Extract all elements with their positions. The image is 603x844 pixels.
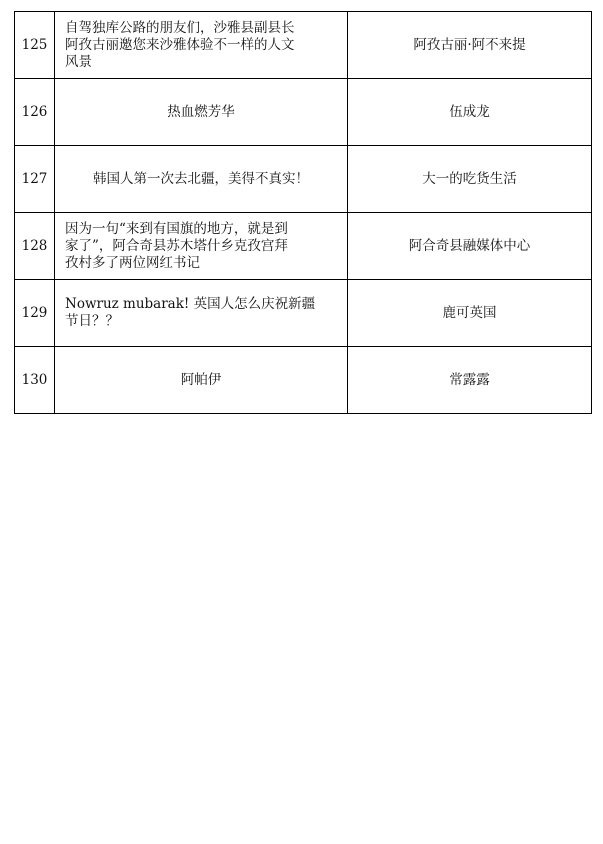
row-number: 125 <box>15 12 55 79</box>
title-line: 孜村多了两位网红书记 <box>65 254 200 271</box>
table-row <box>15 146 592 213</box>
title-line: 因为一句“来到有国旗的地方，就是到 <box>65 220 288 237</box>
title-line: 风景 <box>65 53 92 70</box>
title-line: 韩国人第一次去北疆，美得不真实！ <box>93 170 309 187</box>
author-name: 伍成龙 <box>348 79 592 146</box>
table-row <box>15 347 592 414</box>
row-number: 127 <box>15 146 55 213</box>
table-row <box>15 79 592 146</box>
work-title <box>55 280 348 347</box>
table-row <box>15 213 592 280</box>
entries-table <box>14 11 592 414</box>
table-row <box>15 280 592 347</box>
work-title <box>55 347 348 414</box>
title-line: 阿孜古丽邀您来沙雅体验不一样的人文 <box>65 36 295 53</box>
author-name: 阿孜古丽·阿不来提 <box>348 12 592 79</box>
work-title <box>55 79 348 146</box>
title-line: Nowruz mubarak! 英国人怎么庆祝新疆 <box>65 296 316 312</box>
author-name: 鹿可英国 <box>348 280 592 347</box>
title-line: 自驾独库公路的朋友们，沙雅县副县长 <box>65 19 295 36</box>
row-number: 130 <box>15 347 55 414</box>
work-title <box>55 146 348 213</box>
table-row <box>15 12 592 79</box>
row-number: 126 <box>15 79 55 146</box>
title-line: 热血燃芳华 <box>167 103 235 120</box>
work-title <box>55 213 348 280</box>
title-line: 节日？？ <box>65 313 119 329</box>
work-title <box>55 12 348 79</box>
row-number: 128 <box>15 213 55 280</box>
author-name: 常露露 <box>348 347 592 414</box>
author-name: 大一的吃货生活 <box>348 146 592 213</box>
title-line: 家了”，阿合奇县苏木塔什乡克孜宫拜 <box>65 237 288 254</box>
row-number: 129 <box>15 280 55 347</box>
title-line: 阿帕伊 <box>180 371 222 388</box>
author-name: 阿合奇县融媒体中心 <box>348 213 592 280</box>
